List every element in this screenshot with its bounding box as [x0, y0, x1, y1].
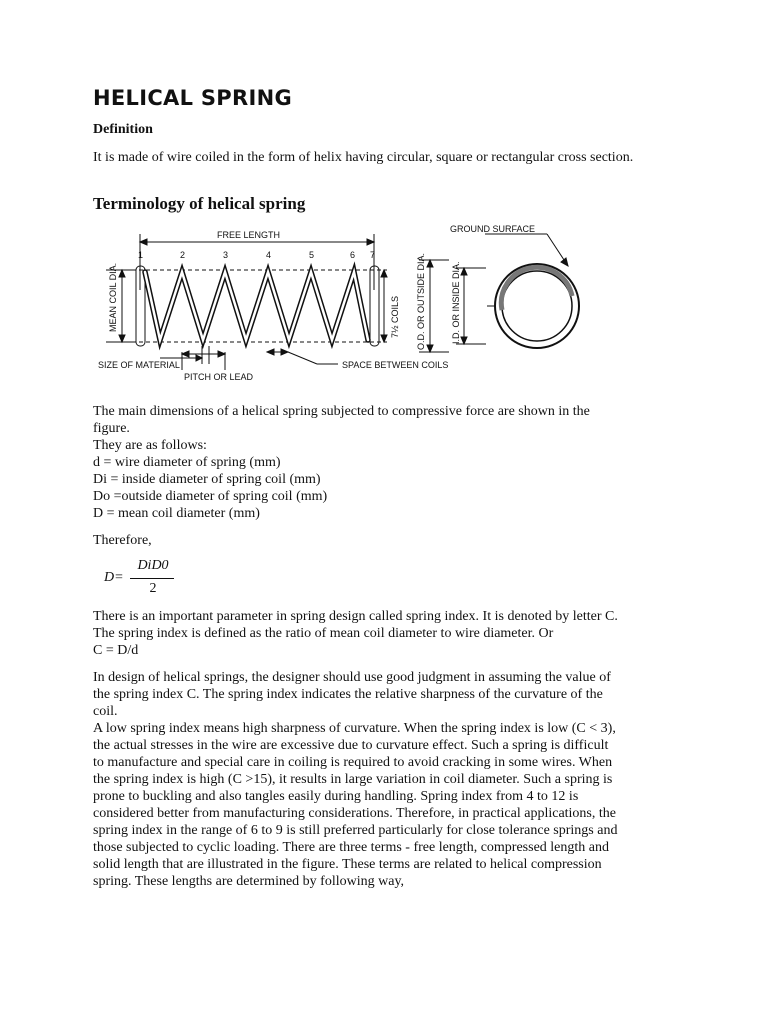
main-dimensions-paragraph [93, 403, 675, 522]
mean-diameter-formula [104, 558, 194, 600]
text-line: There is an important parameter in spring design called spring index. It is denoted by letter C. [93, 609, 618, 624]
coil-number: 6 [350, 250, 356, 260]
text-line: the spring index is high (C >15), it results in large variation in coil diameter. Such a spring is [93, 772, 613, 787]
free-length-label: FREE LENGTH [217, 230, 281, 240]
coil-number: 2 [180, 250, 186, 260]
terminology-heading: Terminology of helical spring [93, 194, 306, 213]
space-between-coils-label: SPACE BETWEEN COILS [342, 360, 449, 370]
size-of-material-label: SIZE OF MATERIAL [98, 360, 180, 370]
text-line: D = mean coil diameter (mm) [93, 506, 260, 521]
text-line: coil. [93, 704, 118, 719]
ring-inner [502, 271, 572, 341]
od-label: O.D. OR OUTSIDE DIA. [416, 252, 426, 350]
formula-lhs: D= [104, 570, 124, 585]
definition-text: It is made of wire coiled in the form of helix having circular, square or rectangular cross section. [93, 150, 634, 165]
text-line: In design of helical springs, the designer should use good judgment in assuming the value of [93, 670, 611, 685]
text-line: considered better from manufacturing considerations. Therefore, in practical applications, the [93, 806, 616, 821]
coil-number: 4 [266, 250, 272, 260]
text-line: spring index in the range of 6 to 9 is still preferred particularly for close tolerance springs and [93, 823, 618, 838]
text-line: A low spring index means high sharpness of curvature. When the spring index is low (C < 3), [93, 721, 616, 736]
formula-numerator: DiD0 [137, 558, 169, 573]
id-label: I.D. OR INSIDE DIA. [451, 261, 461, 344]
text-line: to manufacture and special care in coiling is required to avoid cracking in some wires. When [93, 755, 613, 770]
text-line: solid length that are illustrated in the figure. These terms are related to helical compression [93, 857, 602, 872]
text-line: the actual stresses in the wire are excessive due to curvature effect. Such a spring is difficult [93, 738, 609, 753]
text-line: prone to buckling and also tangles easily during handling. Spring index from 4 to 12 is [93, 789, 579, 804]
coil-number: 3 [223, 250, 229, 260]
helical-spring-figure [92, 220, 592, 388]
text-line: spring. These lengths are determined by following way, [93, 874, 405, 889]
mean-coil-dia-label: MEAN COIL DIA. [108, 262, 118, 332]
text-line: The main dimensions of a helical spring subjected to compressive force are shown in the [93, 404, 590, 419]
spring-index-discussion [93, 669, 675, 890]
pitch-or-lead-label: PITCH OR LEAD [184, 372, 254, 382]
spring-index-paragraph [93, 608, 675, 659]
definition-heading: Definition [93, 122, 153, 137]
fraction-bar [130, 578, 174, 579]
text-line: The spring index is defined as the ratio of mean coil diameter to wire diameter. Or [93, 626, 554, 641]
ground-surface-label: GROUND SURFACE [450, 224, 536, 234]
coil-number: 5 [309, 250, 315, 260]
coil-number: 7 [370, 250, 376, 260]
text-line: Do =outside diameter of spring coil (mm) [93, 489, 328, 504]
coil-number: 1 [138, 250, 144, 260]
text-line: the spring index C. The spring index indicates the relative sharpness of the curvature of the [93, 687, 603, 702]
text-line: Di = inside diameter of spring coil (mm) [93, 472, 321, 487]
text-line: figure. [93, 421, 130, 436]
ring-outer [495, 264, 579, 348]
text-line: d = wire diameter of spring (mm) [93, 455, 281, 470]
formula-denominator: 2 [149, 581, 157, 596]
text-line: those subjected to cyclic loading. There are three terms - free length, compressed length and [93, 840, 609, 855]
page-title: HELICAL SPRING [93, 86, 292, 110]
text-line: They are as follows: [93, 438, 207, 453]
therefore-text: Therefore, [93, 533, 152, 548]
coils-count-label: 7½ COILS [390, 295, 400, 338]
text-line: C = D/d [93, 643, 139, 658]
